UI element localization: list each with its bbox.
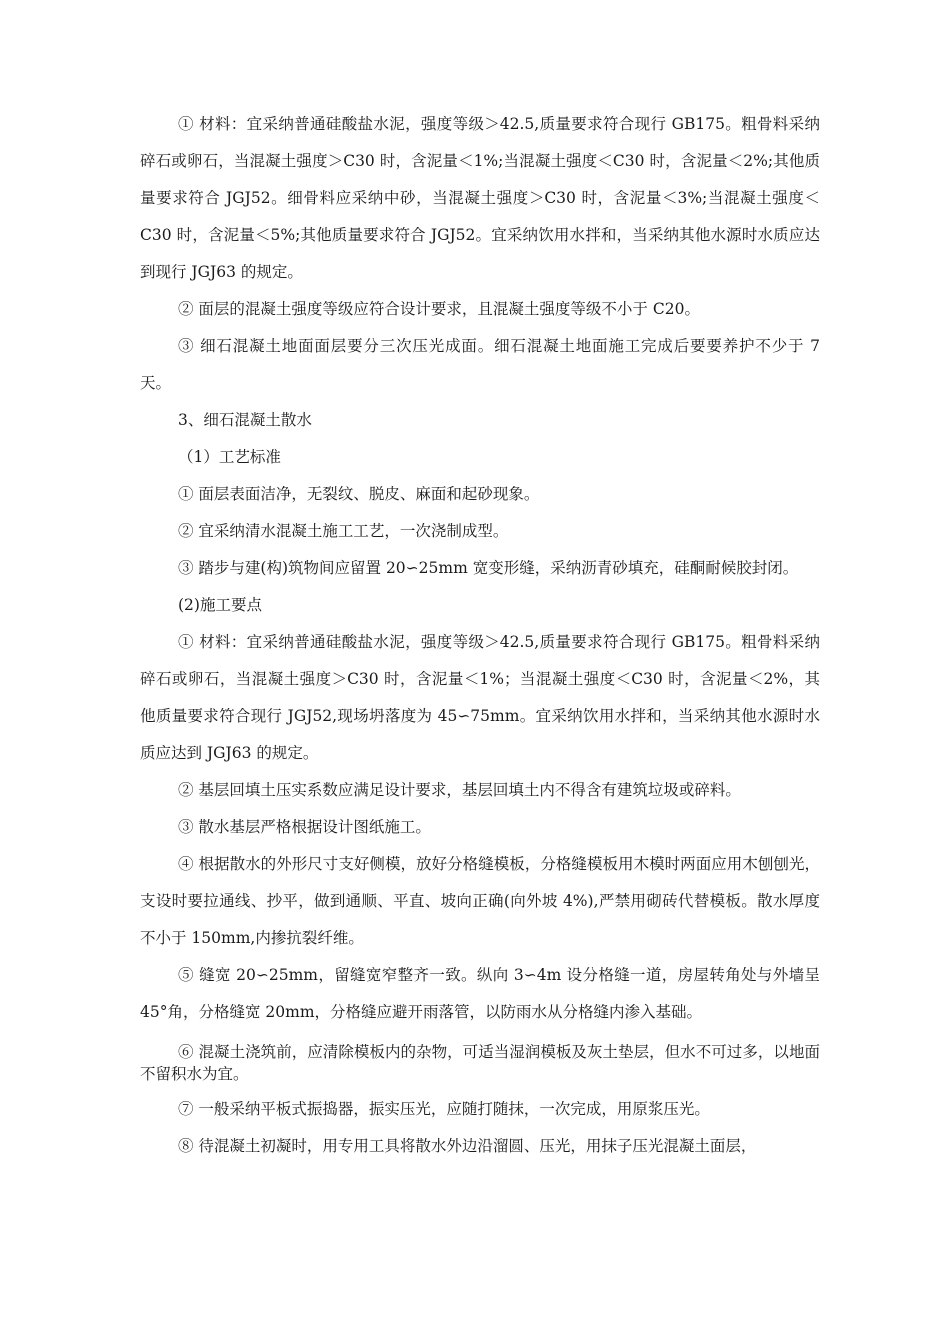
paragraph-materials-2: ① 材料：宜采纳普通硅酸盐水泥，强度等级＞42.5,质量要求符合现行 GB175。粗骨料采纳碎石或卵石，当混凝土强度＞C30 时，含泥量＜1%；当混凝土强度＜C30 时，含泥量＜2%，其他质量要求符合现行 JGJ52,现场坍落度为 45∽75mm。宜采纳饮用水拌和，当采纳其他水源时水质应达到 JGJ63 的规定。 <box>140 633 820 762</box>
subsection-heading-construction: (2)施工要点 <box>178 596 262 614</box>
paragraph-surface: ① 面层表面洁净，无裂纹、脱皮、麻面和起砂现象。 <box>178 485 540 503</box>
paragraph-vibrator: ⑦ 一般采纳平板式振捣器，振实压光，应随打随抹，一次完成，用原浆压光。 <box>178 1100 710 1118</box>
paragraph-cleaning: ⑥ 混凝土浇筑前，应清除模板内的杂物，可适当湿润模板及灰土垫层，但水不可过多，以地面不留积水为宜。 <box>140 1043 820 1083</box>
paragraph-backfill: ② 基层回填土压实系数应满足设计要求，基层回填土内不得含有建筑垃圾或碎料。 <box>178 781 741 799</box>
paragraph-troweling: ③ 细石混凝土地面面层要分三次压光成面。细石混凝土地面施工完成后要要养护不少于 7 天。 <box>140 337 820 392</box>
paragraph-formwork: ④ 根据散水的外形尺寸支好侧模，放好分格缝模板，分格缝模板用木模时两面应用木刨刨光，支设时要拉通线、抄平，做到通顺、平直、坡向正确(向外坡 4%),严禁用砌砖代替模板。散水厚度不小于 150mm,内掺抗裂纤维。 <box>140 855 820 947</box>
paragraph-joint-width: ⑤ 缝宽 20∽25mm，留缝宽窄整齐一致。纵向 3∽4m 设分格缝一道，房屋转角处与外墙呈 45°角，分格缝宽 20mm，分格缝应避开雨落管，以防雨水从分格缝内渗入基础。 <box>140 966 820 1021</box>
paragraph-fair-faced: ② 宜采纳清水混凝土施工工艺，一次浇制成型。 <box>178 522 509 540</box>
paragraph-base-layer: ③ 散水基层严格根据设计图纸施工。 <box>178 818 431 836</box>
paragraph-strength-grade: ② 面层的混凝土强度等级应符合设计要求，且混凝土强度等级不小于 C20。 <box>178 300 700 318</box>
subsection-heading-standard: （1）工艺标准 <box>178 448 281 466</box>
document-body <box>140 106 820 1165</box>
paragraph-materials-1: ① 材料：宜采纳普通硅酸盐水泥，强度等级＞42.5,质量要求符合现行 GB175。粗骨料采纳碎石或卵石，当混凝土强度＞C30 时，含泥量＜1%;当混凝土强度＜C30 时，含泥量＜2%;其他质量要求符合 JGJ52。细骨料应采纳中砂，当混凝土强度＞C30 时，含泥量＜3%;当混凝土强度＜C30 时，含泥量＜5%;其他质量要求符合 JGJ52。宜采纳饮用水拌和，当采纳其他水源时水质应达到现行 JGJ63 的规定。 <box>140 115 820 281</box>
paragraph-initial-set: ⑧ 待混凝土初凝时，用专用工具将散水外边沿溜圆、压光，用抹子压光混凝土面层， <box>178 1137 757 1155</box>
section-heading: 3、细石混凝土散水 <box>178 411 312 429</box>
paragraph-expansion-joint: ③ 踏步与建(构)筑物间应留置 20∽25mm 宽变形缝，采纳沥青砂填充，硅酮耐候胶封闭。 <box>178 559 799 577</box>
